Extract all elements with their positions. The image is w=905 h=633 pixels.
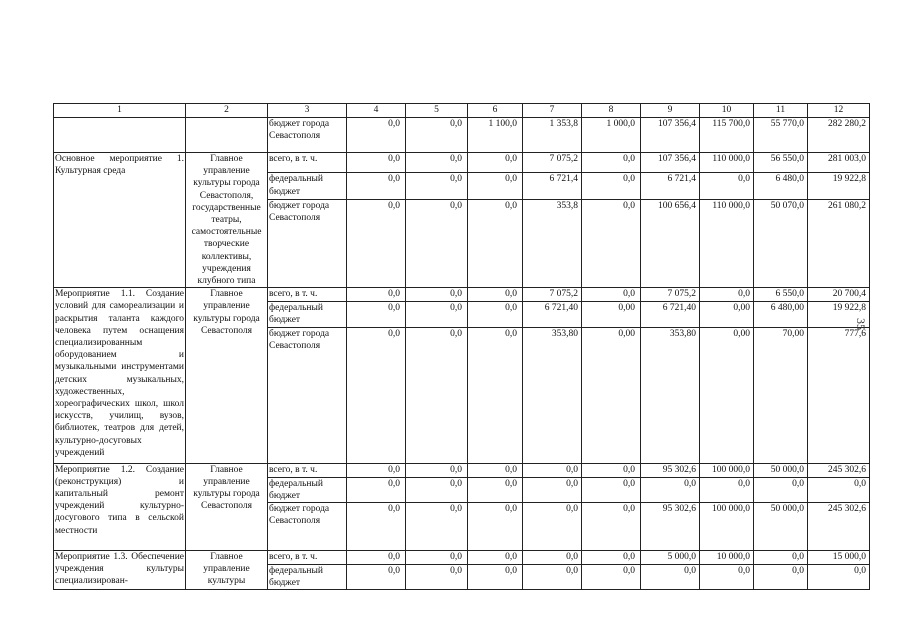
amount-cell: 0,0 bbox=[406, 463, 468, 477]
amount-cell: 0,0 bbox=[347, 302, 406, 327]
amount-cell: 0,0 bbox=[406, 199, 468, 287]
amount-cell: 7 075,2 bbox=[523, 153, 582, 173]
amount-cell: 6 550,0 bbox=[754, 288, 808, 302]
amount-cell: 0,0 bbox=[641, 565, 700, 590]
amount-cell: 0,0 bbox=[582, 551, 641, 565]
amount-cell: 0,0 bbox=[700, 288, 754, 302]
funding-source-cell: бюджет города Севастополя bbox=[268, 503, 347, 551]
amount-cell: 0,0 bbox=[754, 477, 808, 502]
amount-cell: 50 070,0 bbox=[754, 199, 808, 287]
amount-cell: 0,0 bbox=[700, 565, 754, 590]
amount-cell: 110 000,0 bbox=[700, 199, 754, 287]
amount-cell: 0,0 bbox=[468, 173, 523, 199]
amount-cell: 6 721,40 bbox=[641, 302, 700, 327]
amount-cell: 1 100,0 bbox=[468, 118, 523, 153]
budget-table bbox=[53, 103, 870, 590]
amount-cell: 0,00 bbox=[700, 327, 754, 463]
amount-cell: 0,0 bbox=[808, 477, 870, 502]
amount-cell: 0,0 bbox=[406, 327, 468, 463]
funding-source-cell: всего, в т. ч. bbox=[268, 288, 347, 302]
amount-cell: 0,0 bbox=[406, 173, 468, 199]
table-body bbox=[54, 118, 870, 590]
amount-cell: 0,0 bbox=[406, 477, 468, 502]
amount-cell: 0,0 bbox=[347, 463, 406, 477]
activity-name-cell bbox=[54, 118, 186, 153]
amount-cell: 0,0 bbox=[347, 565, 406, 590]
amount-cell: 50 000,0 bbox=[754, 503, 808, 551]
amount-cell: 19 922,8 bbox=[808, 302, 870, 327]
header-cell: 10 bbox=[700, 104, 754, 118]
executor-cell: Главное управление культуры города Севастополя bbox=[186, 463, 268, 550]
amount-cell: 0,0 bbox=[700, 477, 754, 502]
amount-cell: 6 721,4 bbox=[641, 173, 700, 199]
amount-cell: 0,0 bbox=[406, 118, 468, 153]
amount-cell: 0,00 bbox=[582, 302, 641, 327]
amount-cell: 0,0 bbox=[347, 118, 406, 153]
amount-cell: 1 353,8 bbox=[523, 118, 582, 153]
header-cell: 2 bbox=[186, 104, 268, 118]
header-cell: 3 bbox=[268, 104, 347, 118]
funding-source-cell: всего, в т. ч. bbox=[268, 153, 347, 173]
amount-cell: 70,00 bbox=[754, 327, 808, 463]
header-cell: 7 bbox=[523, 104, 582, 118]
amount-cell: 0,0 bbox=[347, 173, 406, 199]
amount-cell: 281 003,0 bbox=[808, 153, 870, 173]
amount-cell: 6 480,00 bbox=[754, 302, 808, 327]
amount-cell: 0,0 bbox=[347, 153, 406, 173]
amount-cell: 100 000,0 bbox=[700, 463, 754, 477]
header-cell: 11 bbox=[754, 104, 808, 118]
amount-cell: 6 721,40 bbox=[523, 302, 582, 327]
amount-cell: 107 356,4 bbox=[641, 153, 700, 173]
amount-cell: 10 000,0 bbox=[700, 551, 754, 565]
amount-cell: 1 000,0 bbox=[582, 118, 641, 153]
amount-cell: 100 000,0 bbox=[700, 503, 754, 551]
amount-cell: 0,0 bbox=[347, 199, 406, 287]
funding-source-cell: федеральный бюджет bbox=[268, 302, 347, 327]
amount-cell: 0,0 bbox=[523, 565, 582, 590]
amount-cell: 0,0 bbox=[523, 477, 582, 502]
amount-cell: 100 656,4 bbox=[641, 199, 700, 287]
amount-cell: 0,0 bbox=[347, 477, 406, 502]
amount-cell: 245 302,6 bbox=[808, 503, 870, 551]
amount-cell: 7 075,2 bbox=[641, 288, 700, 302]
amount-cell: 0,0 bbox=[523, 551, 582, 565]
amount-cell: 0,0 bbox=[347, 288, 406, 302]
amount-cell: 0,0 bbox=[808, 565, 870, 590]
amount-cell: 0,0 bbox=[406, 153, 468, 173]
amount-cell: 353,80 bbox=[523, 327, 582, 463]
amount-cell: 0,0 bbox=[700, 173, 754, 199]
funding-source-cell: всего, в т. ч. bbox=[268, 463, 347, 477]
amount-cell: 15 000,0 bbox=[808, 551, 870, 565]
header-cell: 12 bbox=[808, 104, 870, 118]
amount-cell: 0,0 bbox=[468, 288, 523, 302]
amount-cell: 0,0 bbox=[468, 302, 523, 327]
table-row bbox=[54, 288, 870, 302]
amount-cell: 0,0 bbox=[406, 565, 468, 590]
amount-cell: 95 302,6 bbox=[641, 503, 700, 551]
amount-cell: 0,0 bbox=[468, 153, 523, 173]
amount-cell: 0,00 bbox=[582, 327, 641, 463]
executor-cell bbox=[186, 118, 268, 153]
funding-source-cell: всего, в т. ч. bbox=[268, 551, 347, 565]
amount-cell: 95 302,6 bbox=[641, 463, 700, 477]
amount-cell: 19 922,8 bbox=[808, 173, 870, 199]
amount-cell: 0,0 bbox=[406, 551, 468, 565]
amount-cell: 0,00 bbox=[700, 302, 754, 327]
executor-cell: Главное управление культуры города Севастополя bbox=[186, 288, 268, 463]
amount-cell: 6 721,4 bbox=[523, 173, 582, 199]
amount-cell: 0,0 bbox=[754, 565, 808, 590]
amount-cell: 115 700,0 bbox=[700, 118, 754, 153]
funding-source-cell: федеральный бюджет bbox=[268, 477, 347, 502]
activity-name-cell: Мероприятие 1.1. Создание условий для самореализации и раскрытия таланта каждого человека путем оснащения специализированным оборудованием и музыкальными инструментами детских музыкальных, художественных, хореографических школ, школ искусств, училищ, вузов, библиотек, театров для детей, культурно-досуговых учреждений bbox=[54, 288, 186, 463]
amount-cell: 0,0 bbox=[582, 477, 641, 502]
table-row bbox=[54, 551, 870, 565]
page-number: 35 bbox=[854, 318, 868, 330]
amount-cell: 353,8 bbox=[523, 199, 582, 287]
table-row bbox=[54, 153, 870, 173]
amount-cell: 110 000,0 bbox=[700, 153, 754, 173]
amount-cell: 261 080,2 bbox=[808, 199, 870, 287]
amount-cell: 0,0 bbox=[468, 463, 523, 477]
amount-cell: 0,0 bbox=[347, 327, 406, 463]
header-row bbox=[54, 104, 870, 118]
table-row bbox=[54, 463, 870, 477]
activity-name-cell: Мероприятие 1.2. Создание (реконструкция) и капитальный ремонт учреждений культурно-досугового типа в сельской местности bbox=[54, 463, 186, 550]
amount-cell: 0,0 bbox=[468, 477, 523, 502]
amount-cell: 56 550,0 bbox=[754, 153, 808, 173]
amount-cell: 0,0 bbox=[754, 551, 808, 565]
amount-cell: 0,0 bbox=[582, 565, 641, 590]
amount-cell: 0,0 bbox=[523, 463, 582, 477]
amount-cell: 0,0 bbox=[347, 503, 406, 551]
amount-cell: 6 480,0 bbox=[754, 173, 808, 199]
amount-cell: 0,0 bbox=[582, 199, 641, 287]
amount-cell: 55 770,0 bbox=[754, 118, 808, 153]
header-cell: 9 bbox=[641, 104, 700, 118]
amount-cell: 777,6 bbox=[808, 327, 870, 463]
table-header bbox=[54, 104, 870, 118]
funding-source-cell: бюджет города Севастополя bbox=[268, 118, 347, 153]
funding-source-cell: федеральный бюджет bbox=[268, 565, 347, 590]
amount-cell: 0,0 bbox=[582, 288, 641, 302]
amount-cell: 353,80 bbox=[641, 327, 700, 463]
activity-name-cell: Основное мероприятие 1. Культурная среда bbox=[54, 153, 186, 288]
executor-cell: Главное управление культуры bbox=[186, 551, 268, 590]
amount-cell: 0,0 bbox=[582, 173, 641, 199]
amount-cell: 0,0 bbox=[468, 199, 523, 287]
header-cell: 8 bbox=[582, 104, 641, 118]
amount-cell: 0,0 bbox=[406, 288, 468, 302]
amount-cell: 107 356,4 bbox=[641, 118, 700, 153]
amount-cell: 282 280,2 bbox=[808, 118, 870, 153]
amount-cell: 50 000,0 bbox=[754, 463, 808, 477]
amount-cell: 0,0 bbox=[468, 503, 523, 551]
header-cell: 5 bbox=[406, 104, 468, 118]
header-cell: 4 bbox=[347, 104, 406, 118]
activity-name-cell: Мероприятие 1.3. Обеспечение учреждения культуры специализирован- bbox=[54, 551, 186, 590]
header-cell: 6 bbox=[468, 104, 523, 118]
amount-cell: 20 700,4 bbox=[808, 288, 870, 302]
amount-cell: 0,0 bbox=[406, 503, 468, 551]
amount-cell: 0,0 bbox=[582, 463, 641, 477]
amount-cell: 0,0 bbox=[468, 327, 523, 463]
amount-cell: 0,0 bbox=[582, 153, 641, 173]
amount-cell: 0,0 bbox=[523, 503, 582, 551]
header-cell: 1 bbox=[54, 104, 186, 118]
amount-cell: 0,0 bbox=[406, 302, 468, 327]
amount-cell: 0,0 bbox=[468, 551, 523, 565]
amount-cell: 7 075,2 bbox=[523, 288, 582, 302]
amount-cell: 0,0 bbox=[582, 503, 641, 551]
table-row bbox=[54, 118, 870, 153]
amount-cell: 0,0 bbox=[347, 551, 406, 565]
funding-source-cell: бюджет города Севастополя bbox=[268, 199, 347, 287]
executor-cell: Главное управление культуры города Севастополя, государственные театры, самостоятельные творческие коллективы, учреждения клубного типа bbox=[186, 153, 268, 288]
amount-cell: 5 000,0 bbox=[641, 551, 700, 565]
amount-cell: 0,0 bbox=[468, 565, 523, 590]
funding-source-cell: бюджет города Севастополя bbox=[268, 327, 347, 463]
amount-cell: 0,0 bbox=[641, 477, 700, 502]
funding-source-cell: федеральный бюджет bbox=[268, 173, 347, 199]
amount-cell: 245 302,6 bbox=[808, 463, 870, 477]
